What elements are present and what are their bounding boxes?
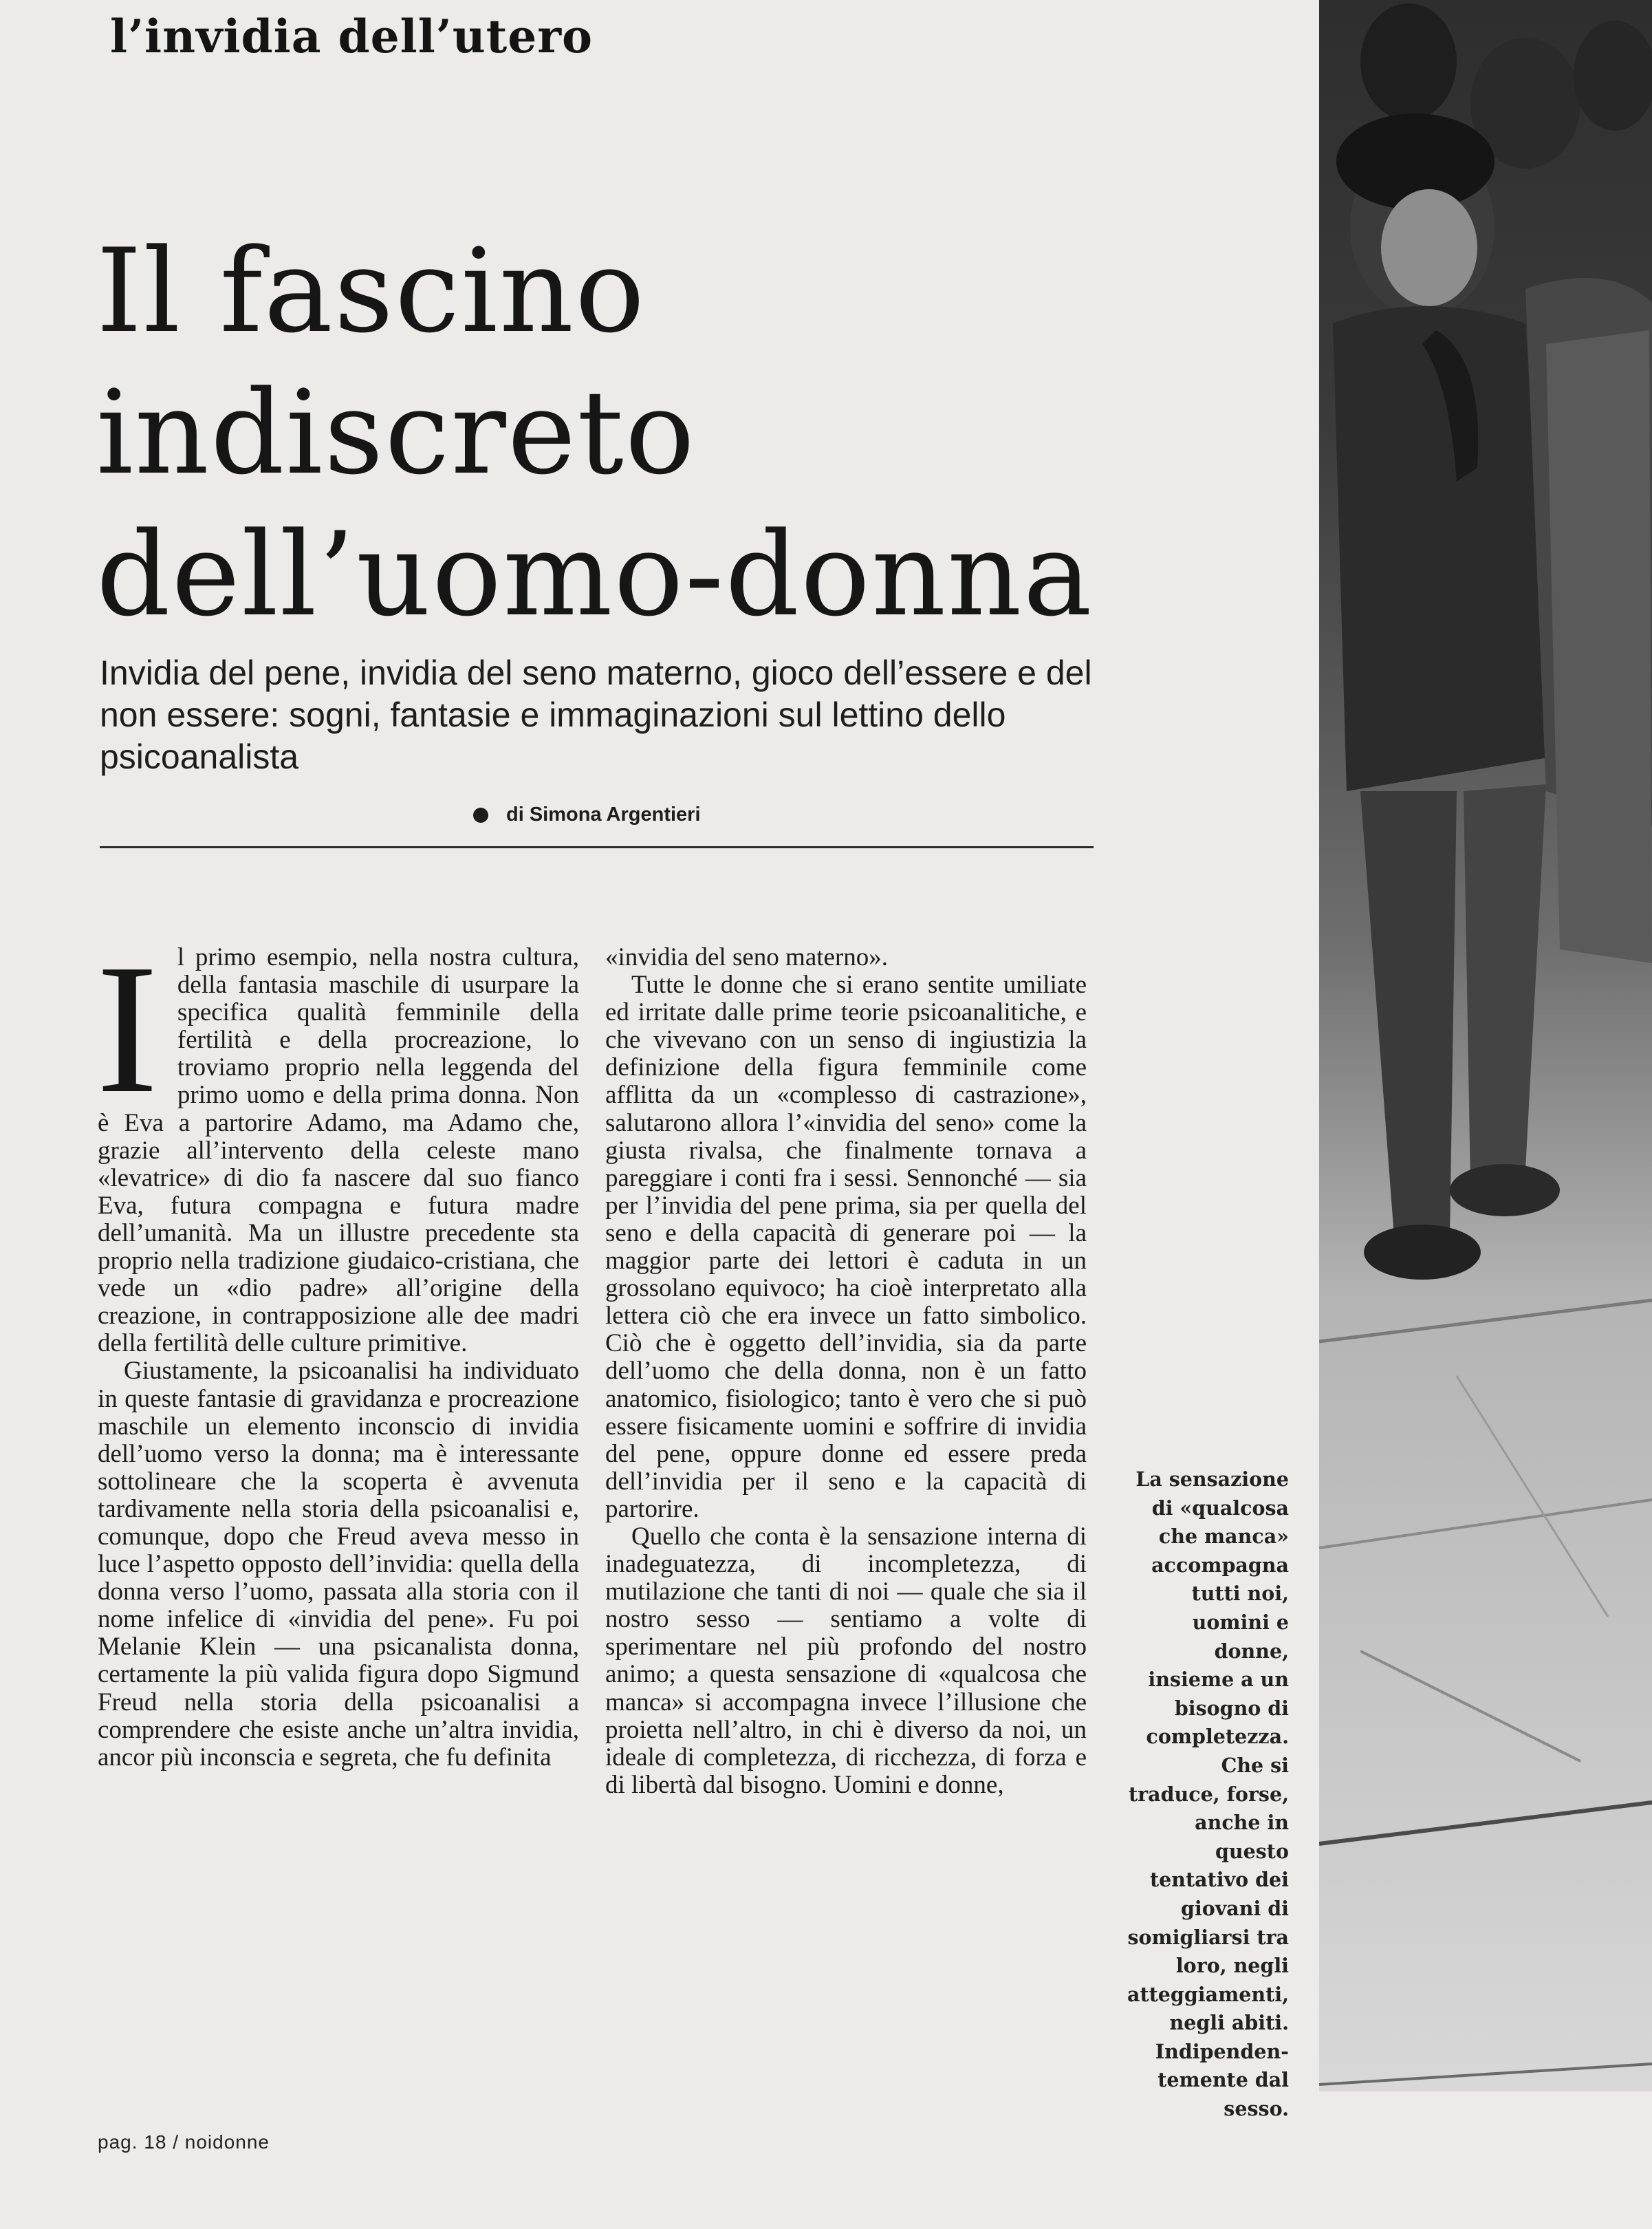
paragraph [96,926,579,1358]
bullet-icon [473,808,488,823]
caption-line: sesso. [1224,2097,1289,2121]
caption-line: donne, [1214,1639,1289,1663]
page-footer [98,2131,270,2153]
photo-image [1319,0,1652,2091]
caption-line: tentativo dei [1149,1868,1289,1892]
caption-line: traduce, forse, [1128,1782,1289,1806]
byline [473,804,701,826]
caption-line: negli abiti. [1169,2011,1289,2035]
caption-line: insieme a un [1148,1668,1289,1692]
title-line: dell’uomo-donna [96,507,1094,642]
caption-line: completezza. [1146,1725,1289,1749]
section-label: l’invidia dell’utero [110,10,594,63]
caption-line: Che si [1221,1753,1289,1777]
caption-line: somigliarsi tra [1127,1925,1289,1949]
caption-line: atteggiamenti, [1127,1982,1289,2006]
caption-line: tutti noi, [1191,1582,1289,1606]
title-line: indiscreto [96,365,696,500]
caption-line: accompagna [1151,1553,1289,1577]
article-column-2 [605,944,1087,1799]
paragraph: Tutte le donne che si erano sentite umiliate ed irritate dalle prime teorie psicoanalitiche, e che vivevano con un senso di ingiustizia la definizione della figura femminile come afflitta da un «complesso di castrazione», salutarono allora l’«invidia del seno» come la giusta rivalsa, che finalmente tornava a pareggiare i conti fra i sessi. Sennonché — sia per l’invidia del pene prima, sia per quella del seno e della capacità di generare poi — la maggior parte dei lettori è caduta in un grossolano equivoco; ha cioè interpretato alla lettera ciò che era invece un fatto simbolico. Ciò che è oggetto dell’invidia, sia da parte dell’uomo che della donna, non è un fatto anatomico, fisiologico; tanto è vero che si può essere fisicamente uomini e soffrire di invidia del pene, oppure donne ed essere preda dell’invidia per il seno e la capacità di partorire. [605,971,1087,1523]
caption-line: di «qualcosa [1151,1496,1289,1520]
magazine-name: noidonne [184,2131,270,2153]
paragraph: Quello che conta è la sensazione interna di inadeguatezza, di incompletezza, di mutilazione che tanti di noi — quale che sia il nostro sesso — sentiamo a volte di sperimentare nel più profondo del nostro animo; a questa sensazione di «qualcosa che manca» si accompagna invece l’illusione che proietta nell’altro, in chi è diverso da noi, un ideale di completezza, di ricchezza, di forza e di libertà dal bisogno. Uomini e donne, [605,1522,1087,1799]
caption-line: temente dal [1158,2068,1289,2092]
caption-line: Indipenden- [1155,2039,1289,2063]
title-line: Il fascino [96,224,646,358]
caption-line: La sensazione [1135,1467,1289,1491]
author-name: di Simona Argentieri [506,804,701,826]
caption-line: che manca» [1158,1525,1289,1549]
caption-line: giovani di [1180,1896,1289,1920]
paragraph: «invidia del seno materno». [605,943,889,971]
photo [1319,0,1652,2091]
paragraph-text: l primo esempio, nella nostra cultura, della fantasia maschile di usurpare la specifica qualità femminile della fertilità e della procreazione, lo troviamo proprio nella leggenda del primo uomo e della prima donna. Non è Eva a partorire Adamo, ma Adamo che, grazie all’intervento della celeste mano «levatrice» di dio fa nascere dal suo fianco Eva, futura compagna e futura madre dell’umanità. Ma un illustre precedente sta proprio nella tradizione giudaico-cristiana, che vede un «dio padre» all’origine della creazione, in contrapposizione alle dee madri della fertilità delle culture primitive. [98,943,579,1358]
divider [100,846,1094,848]
caption-line: uomini e [1192,1610,1289,1634]
page-number: pag. 18 [98,2131,167,2153]
caption-line: questo [1215,1839,1289,1863]
caption-line: anche in [1195,1811,1289,1835]
paragraph: Giustamente, la psicoanalisi ha individuato in queste fantasie di gravidanza e procreazione maschile un elemento inconscio di invidia dell’uomo verso la donna; ma è interessante sottolineare che la scoperta è avvenuta tardivamente nella storia della psicoanalisi e, comunque, dopo che Freud aveva messo in luce l’aspetto opposto dell’invidia: quella della donna verso l’uomo, passata alla storia con il nome infelice di «invidia del pene». Fu poi Melanie Klein — una psicanalista donna, certamente la più valida figura dopo Sigmund Freud nella storia della psicoanalisi a comprendere che esiste anche un’altra invidia, ancor più inconscia e segreta, che fu definita [98,1357,579,1772]
footer-separator: / [173,2131,179,2153]
article-column-1 [96,926,579,1772]
drop-cap: I [96,926,158,1132]
article-title [96,220,1224,645]
article-subtitle: Invidia del pene, invidia del seno materno, gioco dell’essere e del non essere: sogni, fantasie e immaginazioni sul lettino dello psicoanalista [100,654,1092,776]
caption-line: bisogno di [1174,1696,1289,1720]
caption-line: loro, negli [1175,1954,1289,1978]
photo-caption [1114,1465,1289,2124]
